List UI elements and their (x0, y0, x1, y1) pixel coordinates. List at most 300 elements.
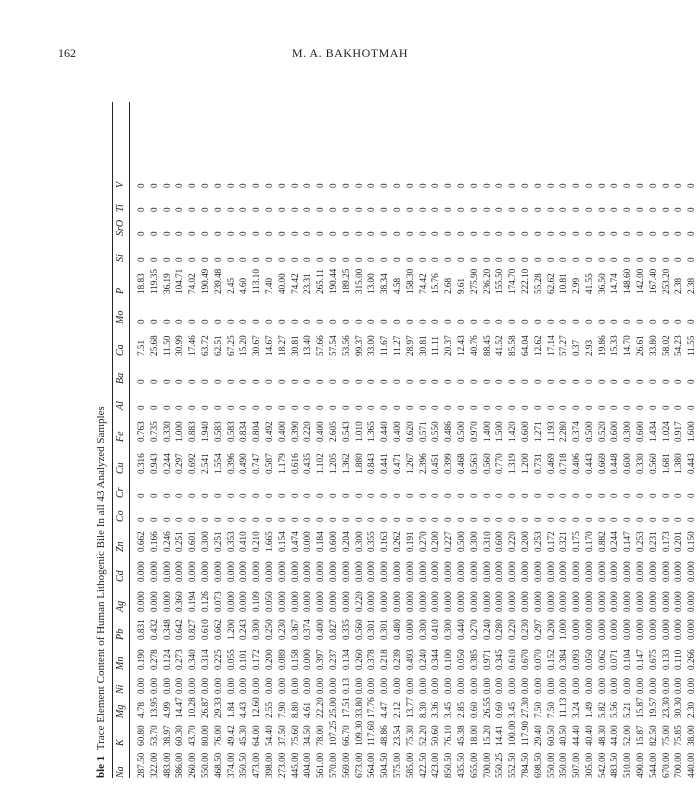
table-cell: 0 (545, 493, 556, 498)
table-cell: 0 (635, 257, 646, 262)
table-cell: 0 (532, 405, 543, 410)
table-cell: 0.443 (583, 453, 594, 474)
table-cell: 0 (558, 183, 569, 188)
table-cell: 0 (251, 183, 262, 188)
table-cell: 1.84 (225, 701, 236, 718)
table-cell: 0.00 (609, 677, 620, 694)
table-cell: 57.66 (315, 335, 326, 356)
table-cell: 0 (340, 517, 351, 522)
table-cell: 0 (251, 405, 262, 410)
table-cell: 673.00 (353, 752, 364, 778)
table-header-rule (129, 102, 130, 778)
table-cell: 11.50 (161, 335, 172, 356)
table-cell: 0 (558, 493, 569, 498)
table-cell: 0 (238, 207, 249, 212)
table-cell: 1.500 (494, 421, 505, 442)
table-cell: 0 (302, 183, 313, 188)
table-column (135, 721, 698, 746)
table-cell: 0.378 (366, 649, 377, 670)
table-cell: 3.36 (430, 701, 441, 718)
table-cell: 0 (251, 517, 262, 522)
table-cell: 2.45 (225, 277, 236, 294)
table-cell: 0.237 (327, 649, 338, 670)
table-cell: 0 (507, 257, 518, 262)
table-cell: 0.000 (417, 591, 428, 612)
table-cell: 0 (276, 493, 287, 498)
table-cell: 28.97 (404, 335, 415, 356)
table-cell: 0 (519, 405, 530, 410)
table-cell: 552.50 (507, 752, 518, 778)
table-cell: 0 (673, 517, 684, 522)
table-cell: 0.374 (571, 421, 582, 442)
table-cell: 38.97 (161, 725, 172, 746)
table-cell: 7.40 (263, 277, 274, 294)
table-cell: 0 (481, 379, 492, 384)
table-cell: 0 (532, 379, 543, 384)
table-cell: 0 (404, 379, 415, 384)
table-cell: 0 (455, 379, 466, 384)
table-cell: 0 (519, 517, 530, 522)
table-cell: 60.80 (136, 725, 146, 746)
table-cell: 0 (622, 231, 633, 236)
table-cell: 53.70 (148, 725, 159, 746)
table-cell: 0.150 (686, 531, 697, 552)
table-cell: 0 (327, 207, 338, 212)
table-cell: 0 (212, 257, 223, 262)
table-cell: 0 (622, 379, 633, 384)
table-cell: 700.00 (673, 752, 684, 778)
table-cell: 0 (187, 207, 198, 212)
table-cell: 0.400 (276, 421, 287, 442)
table-cell: 0 (635, 207, 646, 212)
table-cell: 36.19 (161, 273, 172, 294)
table-cell: 0.486 (443, 421, 454, 442)
column-header: Fe (115, 431, 126, 442)
table-cell: 0.210 (251, 531, 262, 552)
table-cell: 0.000 (519, 561, 530, 582)
table-cell: 0.260 (353, 649, 364, 670)
table-cell: 0 (199, 207, 210, 212)
table-cell: 0 (583, 183, 594, 188)
table-cell: 0.490 (238, 453, 249, 474)
table-cell: 0.000 (315, 591, 326, 612)
table-cell: 0.273 (174, 649, 185, 670)
table-cell: 0.827 (327, 619, 338, 640)
table-cell: 0.600 (635, 421, 646, 442)
table-cell: 0.616 (289, 453, 300, 474)
table-cell: 0.397 (315, 649, 326, 670)
table-cell: 0 (263, 405, 274, 410)
table-cell: 0 (481, 493, 492, 498)
table-column (135, 649, 698, 670)
table-cell: 3.24 (571, 701, 582, 718)
table-cell: 0.396 (225, 453, 236, 474)
table-cell: 0.124 (161, 649, 172, 670)
table-cell: 0 (545, 231, 556, 236)
table-cell: 0 (276, 183, 287, 188)
column-header: Ba (115, 372, 126, 384)
table-cell: 0 (647, 405, 658, 410)
table-cell: 1.880 (353, 453, 364, 474)
table-cell: 0 (366, 319, 377, 324)
table-cell: 0.000 (276, 591, 287, 612)
table-cell: 0 (673, 231, 684, 236)
table-cell: 0.00 (635, 677, 646, 694)
table-cell: 14.70 (622, 335, 633, 356)
table-cell: 7.50 (532, 701, 543, 718)
table-cell: 0.00 (622, 677, 633, 694)
column-header: Cd (115, 570, 126, 582)
table-cell: 0 (673, 257, 684, 262)
table-cell: 0.330 (161, 421, 172, 442)
table-cell: 0 (635, 517, 646, 522)
table-cell: 0 (519, 257, 530, 262)
table-cell: 48.86 (379, 725, 390, 746)
table-cell: 0 (340, 379, 351, 384)
table-cell: 0 (161, 231, 172, 236)
column-header: Cr (115, 487, 126, 498)
table-cell: 0 (212, 207, 223, 212)
table-cell: 0 (199, 405, 210, 410)
table-cell: 0 (136, 517, 146, 522)
table-cell: 0 (532, 517, 543, 522)
table-cell: 0 (199, 517, 210, 522)
table-cell: 190.44 (327, 268, 338, 294)
table-cell: 64.00 (251, 725, 262, 746)
table-cell: 0 (596, 183, 607, 188)
table-cell: 15.20 (238, 335, 249, 356)
table-cell: 0 (276, 231, 287, 236)
table-cell: 0 (647, 517, 658, 522)
table-cell: 0 (558, 405, 569, 410)
table-cell: 0.000 (430, 591, 441, 612)
table-cell: 0 (647, 183, 658, 188)
table-cell: 0.220 (302, 421, 313, 442)
table-cell: 239.48 (212, 268, 223, 294)
table-cell: 0.172 (251, 649, 262, 670)
table-cell: 54.40 (263, 725, 274, 746)
table-cell: 0 (161, 405, 172, 410)
table-cell: 0 (238, 379, 249, 384)
table-cell: 0 (199, 493, 210, 498)
table-cell: 18.83 (136, 273, 146, 294)
table-cell: 490.00 (635, 752, 646, 778)
table-cell: 0.00 (494, 677, 505, 694)
table-cell: 0 (404, 405, 415, 410)
table-cell: 0 (327, 183, 338, 188)
table-cell: 0 (519, 493, 530, 498)
table-cell: 0 (519, 379, 530, 384)
table-cell: 8.80 (289, 701, 300, 718)
table-cell: 0.834 (238, 421, 249, 442)
table-cell: 0 (545, 207, 556, 212)
table-cell: 0.00 (673, 677, 684, 694)
table-cell: 0.000 (391, 561, 402, 582)
table-cell: 0 (379, 257, 390, 262)
table-cell: 0 (494, 319, 505, 324)
table-cell: 0.000 (455, 591, 466, 612)
table-cell: 0.00 (302, 677, 313, 694)
table-cell: 100.00 (507, 720, 518, 746)
table-cell: 0.620 (404, 421, 415, 442)
column-header: P (115, 287, 126, 294)
table-cell: 0 (673, 183, 684, 188)
table-cell: 0 (622, 207, 633, 212)
table-cell: 117.90 (519, 721, 530, 746)
table-cell: 222.10 (519, 268, 530, 294)
table-cell: 0 (199, 379, 210, 384)
table-cell: 0.432 (148, 619, 159, 640)
table-cell: 25.00 (327, 697, 338, 718)
table-cell: 0 (519, 183, 530, 188)
table-cell: 0.13 (340, 677, 351, 694)
table-cell: 0 (404, 231, 415, 236)
table-cell: 0 (212, 231, 223, 236)
table-cell: 0 (635, 231, 646, 236)
table-cell: 0 (276, 405, 287, 410)
column-header: Mg (115, 704, 126, 718)
table-cell: 550.00 (199, 752, 210, 778)
table-cell: 0 (609, 319, 620, 324)
table-cell: 74.42 (417, 273, 428, 294)
table-cell: 0.000 (660, 591, 671, 612)
table-cell: 1.179 (276, 453, 287, 474)
table-cell: 0 (430, 231, 441, 236)
table-cell: 0 (558, 517, 569, 522)
table-cell: 0.000 (507, 591, 518, 612)
table-cell: 0.000 (647, 561, 658, 582)
table-cell: 0 (187, 405, 198, 410)
table-cell: 0.642 (174, 619, 185, 640)
table-cell: 7.51 (136, 339, 146, 356)
table-cell: 0.00 (647, 677, 658, 694)
table-cell: 0 (187, 257, 198, 262)
table-cell: 75.30 (404, 725, 415, 746)
table-cell: 2.68 (443, 277, 454, 294)
column-header: Cu (115, 462, 126, 474)
table-cell: 0 (443, 517, 454, 522)
table-cell: 0.000 (417, 561, 428, 582)
table-cell: 0.441 (379, 453, 390, 474)
table-cell: 0 (481, 405, 492, 410)
table-cell: 0.60 (468, 701, 479, 718)
table-cell: 0 (136, 231, 146, 236)
table-cell: 510.00 (622, 752, 633, 778)
table-cell: 14.67 (263, 335, 274, 356)
table-cell: 0 (289, 207, 300, 212)
table-cell: 0 (302, 257, 313, 262)
table-cell: 0 (660, 183, 671, 188)
column-header: K (115, 739, 126, 746)
table-cell: 784.50 (519, 752, 530, 778)
table-cell: 1.420 (507, 421, 518, 442)
table-cell: 0.154 (276, 531, 287, 552)
table-cell: 0.000 (532, 561, 543, 582)
table-cell: 5.21 (622, 701, 633, 718)
table-cell: 0 (468, 319, 479, 324)
table-cell: 0.000 (571, 619, 582, 640)
table-cell: 99.37 (353, 335, 364, 356)
table-cell: 18.00 (468, 725, 479, 746)
table-cell: 0.093 (571, 649, 582, 670)
table-cell: 34.50 (302, 725, 313, 746)
table-cell: 2.38 (673, 277, 684, 294)
table-cell: 0.500 (455, 421, 466, 442)
table-cell: 0 (225, 405, 236, 410)
table-cell: 0 (251, 379, 262, 384)
table-cell: 0 (571, 231, 582, 236)
table-cell: 0.300 (251, 619, 262, 640)
table-cell: 0.133 (660, 649, 671, 670)
table-cell: 0.250 (263, 619, 274, 640)
table-cell: 15.76 (430, 273, 441, 294)
table-cell: 63.72 (199, 335, 210, 356)
table-cell: 0.316 (136, 453, 146, 474)
table-cell: 48.30 (596, 725, 607, 746)
table-cell: 0.000 (404, 561, 415, 582)
table-cell: 0.000 (340, 591, 351, 612)
table-cell: 0 (366, 517, 377, 522)
table-cell: 0.110 (673, 649, 684, 670)
table-cell: 0 (443, 207, 454, 212)
table-cell: 0 (622, 319, 633, 324)
table-cell: 0.360 (174, 591, 185, 612)
table-cell: 0.126 (199, 591, 210, 612)
table-cell: 0 (340, 207, 351, 212)
running-head: M. A. BAKHOTMAH (291, 46, 409, 60)
table-cell: 0 (276, 517, 287, 522)
table-cell: 0.662 (136, 531, 146, 552)
table-cell: 0.000 (673, 591, 684, 612)
table-cell: 0.170 (583, 531, 594, 552)
table-cell: 0 (609, 517, 620, 522)
table-cell: 0 (519, 319, 530, 324)
table-cell: 0.270 (417, 531, 428, 552)
table-cell: 0 (507, 517, 518, 522)
table-cell: 19.86 (596, 335, 607, 356)
table-cell: 0.191 (404, 531, 415, 552)
table-cell: 0 (174, 319, 185, 324)
table-caption (95, 406, 107, 778)
table-cell: 17.14 (545, 335, 556, 356)
table-cell: 0.190 (136, 649, 146, 670)
table-cell: 0 (379, 319, 390, 324)
table-cell: 1.380 (673, 453, 684, 474)
table-cell: 0.00 (583, 677, 594, 694)
table-cell: 13.40 (302, 335, 313, 356)
table-cell: 0 (136, 257, 146, 262)
table-cell: 4.58 (391, 277, 402, 294)
table-cell: 0 (199, 183, 210, 188)
table-cell: 0.000 (583, 619, 594, 640)
table-cell: 0 (327, 517, 338, 522)
table-cell: 58.02 (660, 335, 671, 356)
table-cell: 0 (545, 257, 556, 262)
table-cell: 0 (289, 405, 300, 410)
table-cell: 0.330 (635, 453, 646, 474)
table-cell: 0.943 (148, 453, 159, 474)
table-cell: 14.47 (174, 697, 185, 718)
table-cell: 1.200 (225, 619, 236, 640)
table-cell: 0.230 (276, 619, 287, 640)
table-cell: 26.87 (199, 697, 210, 718)
column-header: Al (115, 401, 126, 410)
table-cell: 0 (391, 257, 402, 262)
table-cell: 0.000 (161, 561, 172, 582)
table-cell: 0.300 (468, 531, 479, 552)
table-cell: 0.000 (404, 619, 415, 640)
table-cell: 0 (532, 231, 543, 236)
table-cell: 0 (174, 183, 185, 188)
table-cell: 37.50 (276, 725, 287, 746)
table-cell: 0 (366, 379, 377, 384)
table-cell: 19.57 (647, 697, 658, 718)
table-cell: 0.500 (583, 421, 594, 442)
table-cell: 0.443 (686, 453, 697, 474)
table-cell: 0 (148, 379, 159, 384)
table-cell: 29.33 (212, 697, 223, 718)
table-cell: 0 (225, 319, 236, 324)
table-cell: 0.500 (455, 531, 466, 552)
table-cell: 473.00 (251, 752, 262, 778)
table-cell: 0.109 (251, 591, 262, 612)
table-cell: 0 (366, 183, 377, 188)
table-cell: 0 (507, 207, 518, 212)
table-cell: 0 (404, 183, 415, 188)
table-cell: 0.089 (276, 649, 287, 670)
table-cell: 78.00 (315, 725, 326, 746)
table-cell: 0 (161, 517, 172, 522)
table-cell: 0 (455, 493, 466, 498)
table-cell: 0 (507, 405, 518, 410)
table-cell: 0.340 (187, 649, 198, 670)
table-cell: 0.00 (238, 677, 249, 694)
table-cell: 1.102 (315, 453, 326, 474)
table-cell: 0 (251, 319, 262, 324)
table-cell: 0 (289, 517, 300, 522)
table-cell: 0 (494, 183, 505, 188)
table-cell: 2.605 (327, 421, 338, 442)
table-cell: 0 (609, 207, 620, 212)
table-cell: 0 (327, 257, 338, 262)
table-cell: 0.406 (571, 453, 582, 474)
table-top-rule (112, 102, 113, 778)
table-cell: 0 (174, 517, 185, 522)
table-cell: 0.220 (507, 619, 518, 640)
table-cell: 0 (161, 379, 172, 384)
table-cell: 0.000 (174, 561, 185, 582)
table-cell: 0.471 (391, 453, 402, 474)
table-column (135, 269, 698, 294)
table-cell: 0 (583, 257, 594, 262)
table-cell: 0.00 (468, 677, 479, 694)
table-cell: 468.50 (212, 752, 223, 778)
table-cell: 0 (276, 207, 287, 212)
table-cell: 0.000 (494, 591, 505, 612)
table-cell: 12.43 (455, 335, 466, 356)
table-cell: 0.172 (545, 531, 556, 552)
table-cell: 0 (583, 517, 594, 522)
table-cell: 0 (494, 257, 505, 262)
table-cell: 0 (315, 183, 326, 188)
table-cell: 305.00 (583, 752, 594, 778)
table-cell: 0.000 (647, 591, 658, 612)
table-cell: 570.00 (327, 752, 338, 778)
table-cell: 119.35 (148, 269, 159, 294)
table-cell: 40.40 (583, 725, 594, 746)
table-cell: 1.400 (481, 421, 492, 442)
table-cell: 0 (366, 231, 377, 236)
